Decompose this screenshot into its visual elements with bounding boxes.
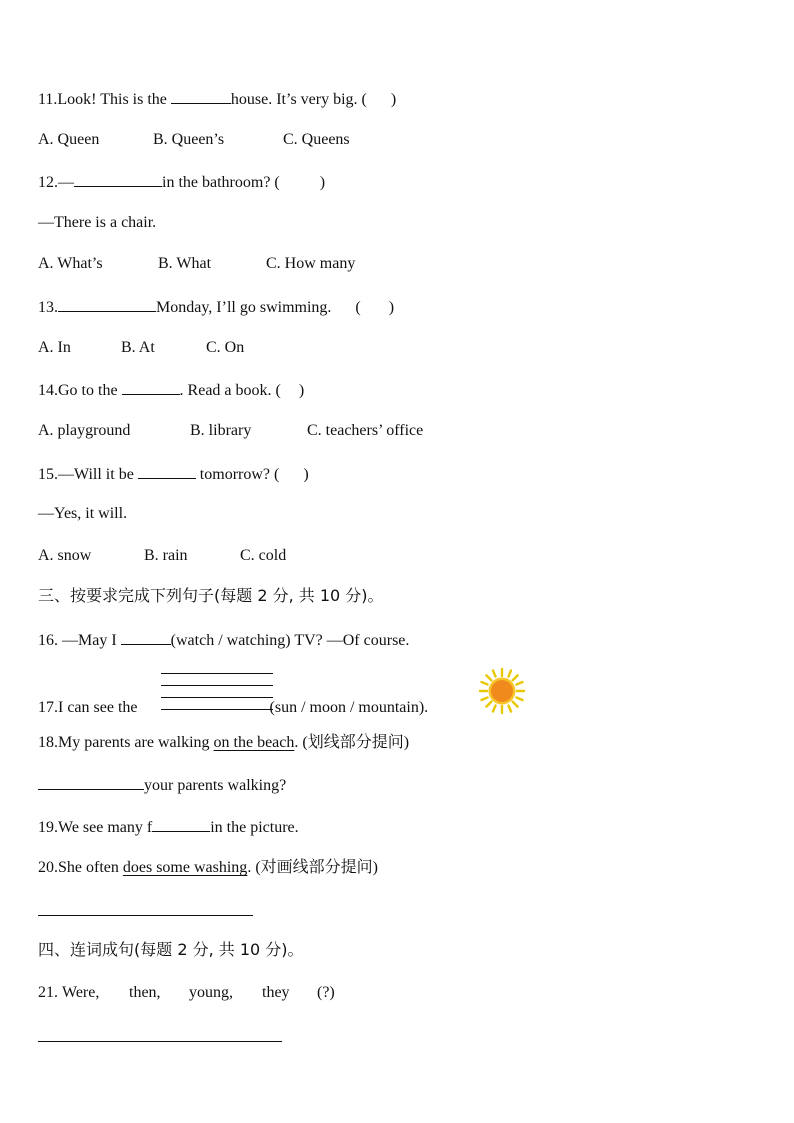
- section-3-title: 三、按要求完成下列句子(每题 2 分, 共 10 分)。: [38, 586, 384, 605]
- q21-word: (?): [317, 984, 335, 1001]
- q11-option-c[interactable]: C. Queens: [283, 131, 350, 148]
- q17-text-b: (sun / moon / mountain).: [269, 699, 429, 716]
- question-16: [38, 629, 409, 651]
- sun-icon: [478, 667, 526, 715]
- q14-text-c: ): [298, 382, 305, 399]
- q14-blank[interactable]: [122, 379, 180, 395]
- q18-text-b: . (划线部分提问): [294, 734, 410, 751]
- q15-option-a[interactable]: A. snow: [38, 547, 92, 564]
- question-20: [38, 858, 378, 878]
- q19-text-b: in the picture.: [210, 819, 299, 836]
- q18-underlined-phrase: on the beach: [213, 734, 295, 751]
- section-4-title: 四、连词成句(每题 2 分, 共 10 分)。: [38, 940, 304, 959]
- q12-text-b: in the bathroom? (: [162, 174, 280, 191]
- q20-answer-line[interactable]: [38, 915, 253, 916]
- q12-blank[interactable]: [74, 171, 162, 187]
- q15-option-c[interactable]: C. cold: [240, 547, 287, 564]
- q15-option-b[interactable]: B. rain: [144, 547, 188, 564]
- q16-blank[interactable]: [121, 629, 171, 645]
- writing-guide-line-1: [161, 673, 273, 674]
- q13-option-c[interactable]: C. On: [206, 339, 245, 356]
- question-18: [38, 733, 409, 753]
- q14-option-a[interactable]: A. playground: [38, 422, 131, 439]
- q17-text-a: 17.I can see the: [38, 699, 142, 716]
- q12-answer: —There is a chair.: [38, 214, 157, 231]
- q21-word: young,: [189, 984, 233, 1001]
- q14-option-b[interactable]: B. library: [190, 422, 252, 439]
- q21-word: then,: [129, 984, 161, 1001]
- q19-text-a: 19.We see many f: [38, 819, 153, 836]
- q18-line-2: [38, 774, 286, 796]
- q13-options: [38, 338, 244, 358]
- q15-text-a: 15.—Will it be: [38, 466, 138, 483]
- q13-option-a[interactable]: A. In: [38, 339, 71, 356]
- q21-prefix: 21.: [38, 984, 58, 1001]
- writing-guide-line-2: [161, 685, 273, 686]
- q12-option-b[interactable]: B. What: [158, 255, 212, 272]
- q15-text-b: tomorrow? (: [195, 466, 280, 483]
- question-11: [38, 88, 396, 110]
- q12-option-a[interactable]: A. What’s: [38, 255, 103, 272]
- q16-text-b: (watch / watching) TV? —Of course.: [170, 632, 410, 649]
- q11-option-a[interactable]: A. Queen: [38, 131, 100, 148]
- q11-blank[interactable]: [171, 88, 231, 104]
- q13-text-a: 13.: [38, 299, 58, 316]
- q11-text-c: ): [390, 91, 397, 108]
- question-12: [38, 171, 325, 193]
- q20-text-a: 20.She often: [38, 859, 123, 876]
- q12-options: [38, 254, 355, 274]
- q15-blank[interactable]: [138, 463, 196, 479]
- q21-word: Were,: [62, 984, 100, 1001]
- question-13: [38, 296, 394, 318]
- q11-text-a: 11.Look! This is the: [38, 91, 171, 108]
- q11-option-b[interactable]: B. Queen’s: [153, 131, 225, 148]
- question-19: [38, 816, 299, 838]
- q14-text-b: . Read a book. (: [179, 382, 281, 399]
- q21-word: they: [262, 984, 290, 1001]
- q18-line2-text: your parents walking?: [144, 777, 287, 794]
- q12-option-c[interactable]: C. How many: [266, 255, 356, 272]
- q13-blank[interactable]: [58, 296, 156, 312]
- q20-underlined-phrase: does some washing: [122, 859, 248, 876]
- q18-blank[interactable]: [38, 774, 144, 790]
- q12-text-c: ): [319, 174, 326, 191]
- q15-answer: —Yes, it will.: [38, 505, 128, 522]
- q16-text-a: 16. —May I: [38, 632, 121, 649]
- q15-options: [38, 546, 286, 566]
- q13-text-d: ): [388, 299, 395, 316]
- q14-options: [38, 421, 423, 441]
- q11-options: [38, 130, 350, 150]
- q13-text-b: Monday, I’ll go swimming.: [156, 299, 332, 316]
- q11-text-b: house. It’s very big. (: [230, 91, 367, 108]
- q18-text-a: 18.My parents are walking: [38, 734, 214, 751]
- q21-answer-line[interactable]: [38, 1041, 282, 1042]
- q14-text-a: 14.Go to the: [38, 382, 122, 399]
- q20-text-b: . (对画线部分提问): [247, 859, 378, 876]
- q13-option-b[interactable]: B. At: [121, 339, 155, 356]
- question-14: [38, 379, 304, 401]
- question-15: [38, 463, 309, 485]
- q19-blank[interactable]: [152, 816, 210, 832]
- q14-option-c[interactable]: C. teachers’ office: [307, 422, 424, 439]
- question-17: [38, 698, 428, 718]
- q15-text-c: ): [303, 466, 309, 483]
- q13-text-c: (: [355, 299, 361, 316]
- question-21: [38, 983, 335, 1003]
- q12-text-a: 12.—: [38, 174, 74, 191]
